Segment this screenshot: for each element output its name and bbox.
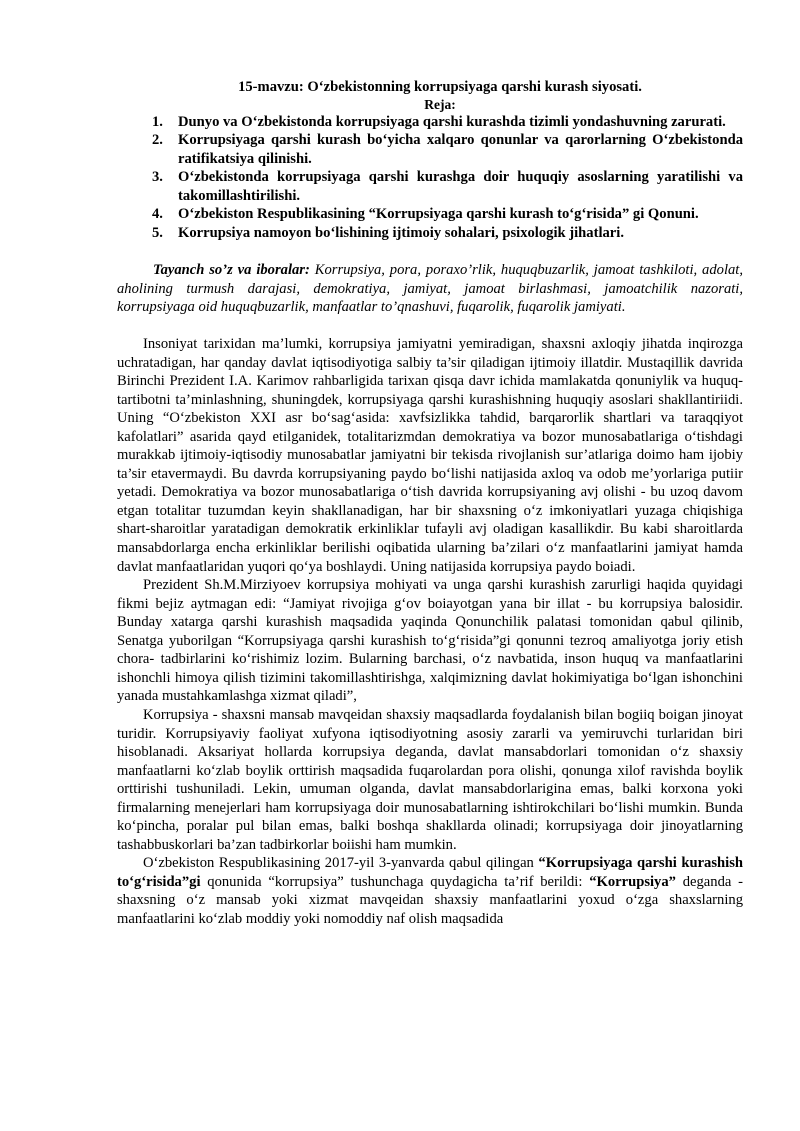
plan-item-text: Dunyo va O‘zbekistonda korrupsiyaga qarshi kurashda tizimli yondashuvning zarurati.	[178, 113, 726, 130]
plan-heading: Reja:	[424, 96, 456, 112]
body-paragraph-4	[117, 854, 743, 928]
plan-list	[117, 113, 743, 243]
body-paragraph-2: Prezident Sh.M.Mirziyoev korrupsiya mohiyati va unga qarshi kurashish zarurligi haqida quyidagi fikmi bejiz aytmagan edi: “Jamiyat rivojiga g‘ov boiayotgan yana bir illat - bu korrupsiya balosidir. Bunday xatarga qarshi kurashish maqsadida yaqinda Qonunchilik palatasi tomonidan qabul qilinib, Senatga yuborilgan “Korrupsiyaga qarshi kurashish to‘g‘risida”gi qonunni tezroq amaliyotga joriy etish chora- tadbirlarini ko‘rishimiz lozim. Bularning barchasi, o‘z navbatida, inson huquq va manfaatlarini ishonchli himoya qilish tizimini takomillashtirishga, xalqimizning davlat hokimiyatiga bo‘lgan ishonchini yanada mustahkamlashga xizmat qiladi”,	[117, 577, 743, 705]
paragraph-text: deganda - shaxsning o‘z mansab yoki xizmat mavqeidan shaxsiy manfaatlarini yoxud o‘zga shaxslarning manfaatlarini ko‘zlab moddiy yoki nomoddiy naf olish maqsadida	[117, 873, 743, 927]
document-page	[117, 78, 743, 929]
plan-item-number: 4.	[152, 206, 163, 223]
plan-item-number: 1.	[152, 113, 163, 130]
defined-term: “Korrupsiya”	[589, 873, 676, 890]
plan-item	[117, 113, 743, 132]
plan-item-text: O‘zbekistonda korrupsiyaga qarshi kurashga doir huquqiy asoslarning yaratilishi va takomillashtirilishi.	[178, 169, 743, 204]
plan-item	[117, 168, 743, 205]
body-paragraph-1: Insoniyat tarixidan ma’lumki, korrupsiya jamiyatni yemiradigan, shaxsni axloqiy jihatda inqirozga uchratadigan, har qanday davlat iqtisodiyotiga salbiy ta’sir qiladigan ijtimoiy illatdir. Mustaqillik davrida Birinchi Prezident I.A. Karimov rahbarligida tarixan qisqa davr ichida mamlakatda qonuniylik va huquq-tartibotni ta’minlashning, shuningdek, korrupsiyaga qarshi kurashishning huquqiy asoslari shakllantiriidi. Uning “O‘zbekiston XXI asr bo‘sag‘asida: xavfsizlikka tahdid, barqarorlik shartlari va taraqqiyot kafolatlari” asarida qayd etilganidek, totalitarizmdan demokratiya va bozor munosabatlariga o‘tishdagi murakkab ijtimoiy-iqtisodiy munosabatlar jamiyatni bir tekisda rivojlanish sur’atlariga doimo ham ijobiy ta’sir etavermaydi. Bu davrda korrupsiyaning paydo bo‘lishi natijasida axloq va odob me’yorlariga putiir yetadi. Demokratiya va bozor munosabatlariga o‘tish davrida korrupsiyaning avj olishi - bu uzoq davom etgan totalitar tuzumdan keyin shakllanadigan, har bir shaxsning o‘z imkoniyatlari yuzaga chiqishiga shart-sharoitlar yaratadigan demokratik erkinliklar tufayli avj oladigan kasallikdir. Bu kabi sharoitlarda mansabdorlarga encha erkinliklar berilishi oqibatida ularning ba’zilari o‘z manfaatlarini jamiyat hamda davlat manfaatlaridan yuqori qo‘ya boshlaydi. Uning natijasida korrupsiya paydo boiadi.	[117, 336, 743, 575]
plan-item-number: 5.	[152, 224, 163, 241]
plan-item-number: 3.	[152, 169, 163, 186]
paragraph-text: O‘zbekiston Respublikasining 2017-yil 3-yanvarda qabul qilingan	[143, 855, 539, 872]
keywords-list: Korrupsiya, pora, poraxo’rlik, huquqbuzarlik, jamoat tashkiloti, adolat, aholining turmush darajasi, demokratiya, jamiyat, jamoat birlashmasi, jamoatchilik nazorati, korrupsiyaga oid huquqbuzarlik, manfaatlar to’qnashuvi, fuqarolik, fuqarolik jamiyati.	[117, 262, 744, 316]
plan-item	[117, 205, 743, 224]
plan-item-number: 2.	[152, 132, 163, 149]
paragraph-text: qonunida “korrupsiya” tushunchaga quydagicha ta’rif berildi:	[200, 873, 590, 890]
plan-item	[117, 224, 743, 243]
plan-item	[117, 131, 743, 168]
plan-item-text: Korrupsiya namoyon bo‘lishining ijtimoiy sohalari, psixologik jihatlari.	[178, 224, 624, 241]
plan-item-text: Korrupsiyaga qarshi kurash bo‘yicha xalqaro qonunlar va qarorlarning O‘zbekistonda ratifikatsiya qilinishi.	[178, 132, 743, 167]
plan-item-text: O‘zbekiston Respublikasining “Korrupsiyaga qarshi kurash to‘g‘risida” gi Qonuni.	[178, 206, 699, 223]
law-title: “Korrupsiyaga qarshi kurashish to‘g‘risida”gi	[117, 855, 744, 890]
keywords-paragraph	[117, 261, 743, 317]
keywords-heading: Tayanch so’z va iboralar:	[153, 262, 310, 279]
document-title: 15-mavzu: O‘zbekistonning korrupsiyaga qarshi kurash siyosati.	[238, 79, 642, 95]
body-paragraph-3: Korrupsiya - shaxsni mansab mavqeidan shaxsiy maqsadlarda foydalanish bilan bogiiq boigan jinoyat turidir. Korrupsiyaviy faoliyat xufyona iqtisodiyotning asosiy zararli va yemiruvchi turlaridan biri hisoblanadi. Aksariyat hollarda korrupsiya deganda, davlat mansabdorlari tomonidan o‘z shaxsiy manfaatlarni ko‘zlab boylik orttirish maqsadida fuqarolardan pora olishi, qonunga xilof ravishda boylik orttirishi tushuniladi. Lekin, umuman olganda, davlat mansabdorlarigina emas, balki korxona yoki firmalarning menejerlari ham korrupsiyaga doir munosabatlarning ishtirokchilari bo‘lishi mumkin. Bunda ko‘pincha, poralar pul bilan emas, balki boshqa shakllarda olinadi; korrupsiyaga doir jinoyatlarning tashabbuskorlari ba’zan tadbirkorlar boiishi ham mumkin.	[117, 706, 743, 853]
